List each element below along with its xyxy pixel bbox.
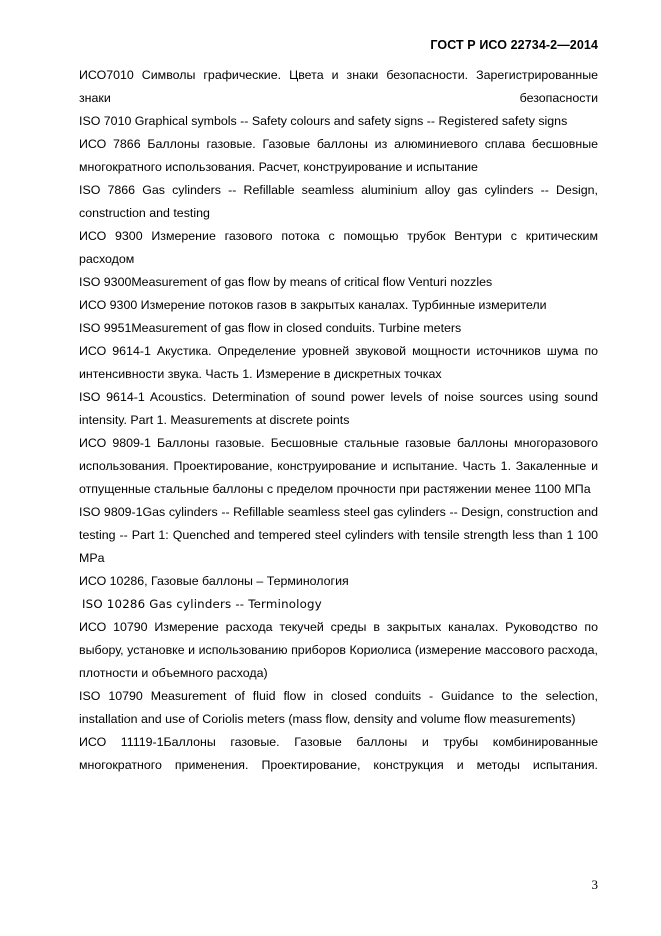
reference-entry: ИСО7010 Символы графические. Цвета и знаки безопасности. Зарегистрированные знаки безопасности (79, 68, 598, 105)
reference-entry: ISO 7010 Graphical symbols -- Safety colours and safety signs -- Registered safety signs (79, 114, 568, 128)
reference-entry: ISO 10286 Gas cylinders -- Terminology (82, 597, 322, 611)
reference-entry: ИСО 11119-1Баллоны газовые. Газовые баллоны и трубы комбинированные многократного применения. Проектирование, конструкция и методы испытания. (79, 735, 598, 772)
reference-entry: ISO 9300Measurement of gas flow by means of critical flow Venturi nozzles (79, 275, 493, 289)
page-number: 3 (591, 877, 598, 892)
reference-entry: ИСО 7866 Баллоны газовые. Газовые баллоны из алюминиевого сплава бесшовные многократного использования. Расчет, конструирование и испытание (79, 137, 598, 174)
reference-entry: ISO 9951Measurement of gas flow in closed conduits. Turbine meters (79, 321, 462, 335)
document-header: ГОСТ Р ИСО 22734-2—2014 (430, 38, 598, 52)
reference-entry: ISO 9809-1Gas cylinders -- Refillable seamless steel gas cylinders -- Design, construction and testing -- Part 1: Quenched and tempered steel cylinders with tensile strength less than 1 100 MPa (79, 505, 598, 565)
reference-entry: ISO 10790 Measurement of fluid flow in closed conduits - Guidance to the selection, installation and use of Coriolis meters (mass flow, density and volume flow measurements) (79, 689, 598, 726)
reference-entry: ИСО 10790 Измерение расхода текучей среды в закрытых каналах. Руководство по выбору, установке и использованию приборов Кориолиса (измерение массового расхода, плотности и объемного расхода) (79, 620, 598, 680)
reference-entry: ИСО 9300 Измерение газового потока с помощью трубок Вентури с критическим расходом (79, 229, 598, 266)
reference-entry: ISO 9614-1 Acoustics. Determination of sound power levels of noise sources using sound intensity. Part 1. Measurements at discrete points (79, 390, 598, 427)
reference-entry: ISO 7866 Gas cylinders -- Refillable seamless aluminium alloy gas cylinders -- Design, construction and testing (79, 183, 598, 220)
reference-entry: ИСО 9300 Измерение потоков газов в закрытых каналах. Турбинные измерители (79, 298, 547, 312)
reference-entry: ИСО 9809-1 Баллоны газовые. Бесшовные стальные газовые баллоны многоразового использования. Проектирование, конструирование и испытание. Часть 1. Закаленные и отпущенные стальные баллоны с пределом прочности при растяжении менее 1100 МПа (79, 436, 598, 496)
references-list (79, 64, 598, 777)
reference-entry: ИСО 10286, Газовые баллоны – Терминология (79, 574, 349, 588)
reference-entry: ИСО 9614-1 Акустика. Определение уровней звуковой мощности источников шума по интенсивности звука. Часть 1. Измерение в дискретных точках (79, 344, 598, 381)
